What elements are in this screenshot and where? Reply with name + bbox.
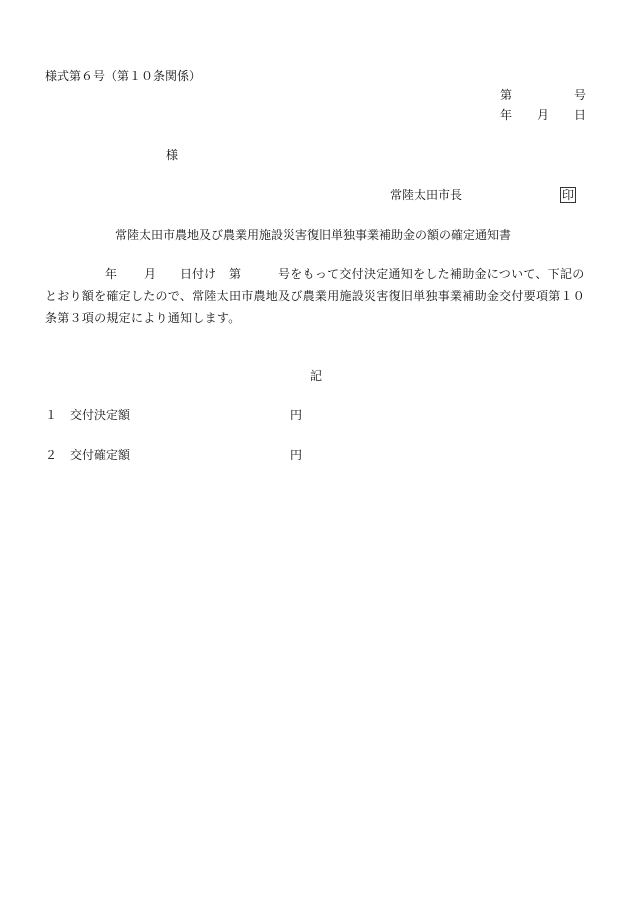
number-prefix: 第 [500, 88, 513, 102]
item-2-label: 交付確定額 [70, 448, 131, 462]
date-day: 日 [574, 108, 587, 122]
date-month: 月 [537, 108, 550, 122]
item-2-unit: 円 [290, 448, 303, 462]
body-month: 月 [144, 267, 157, 281]
body-line2: とおり額を確定したので、常陸太田市農地及び農業用施設災害復旧単独事業補助金交付要項第１０ [45, 289, 586, 303]
issuer-name: 常陸太田市長 [390, 188, 463, 202]
item-1-number: １ [45, 408, 58, 422]
form-label: 様式第６号（第１０条関係） [45, 69, 202, 83]
addressee-suffix: 様 [166, 148, 179, 162]
body-no-prefix: 第 [229, 267, 242, 281]
body-line3: 条第３項の規定により通知します。 [45, 311, 241, 325]
number-suffix: 号 [574, 88, 587, 102]
item-1-unit: 円 [290, 408, 303, 422]
body-line1-rest: 号をもって交付決定通知をした補助金について、下記の [278, 267, 585, 281]
document-title: 常陸太田市農地及び農業用施設災害復旧単独事業補助金の額の確定通知書 [115, 228, 512, 242]
body-day: 日付け [180, 267, 217, 281]
ki-heading: 記 [310, 369, 323, 383]
seal-mark: 印 [562, 188, 575, 202]
item-2-number: ２ [45, 448, 58, 462]
body-year: 年 [105, 267, 118, 281]
item-1-label: 交付決定額 [70, 408, 131, 422]
date-year: 年 [500, 108, 513, 122]
